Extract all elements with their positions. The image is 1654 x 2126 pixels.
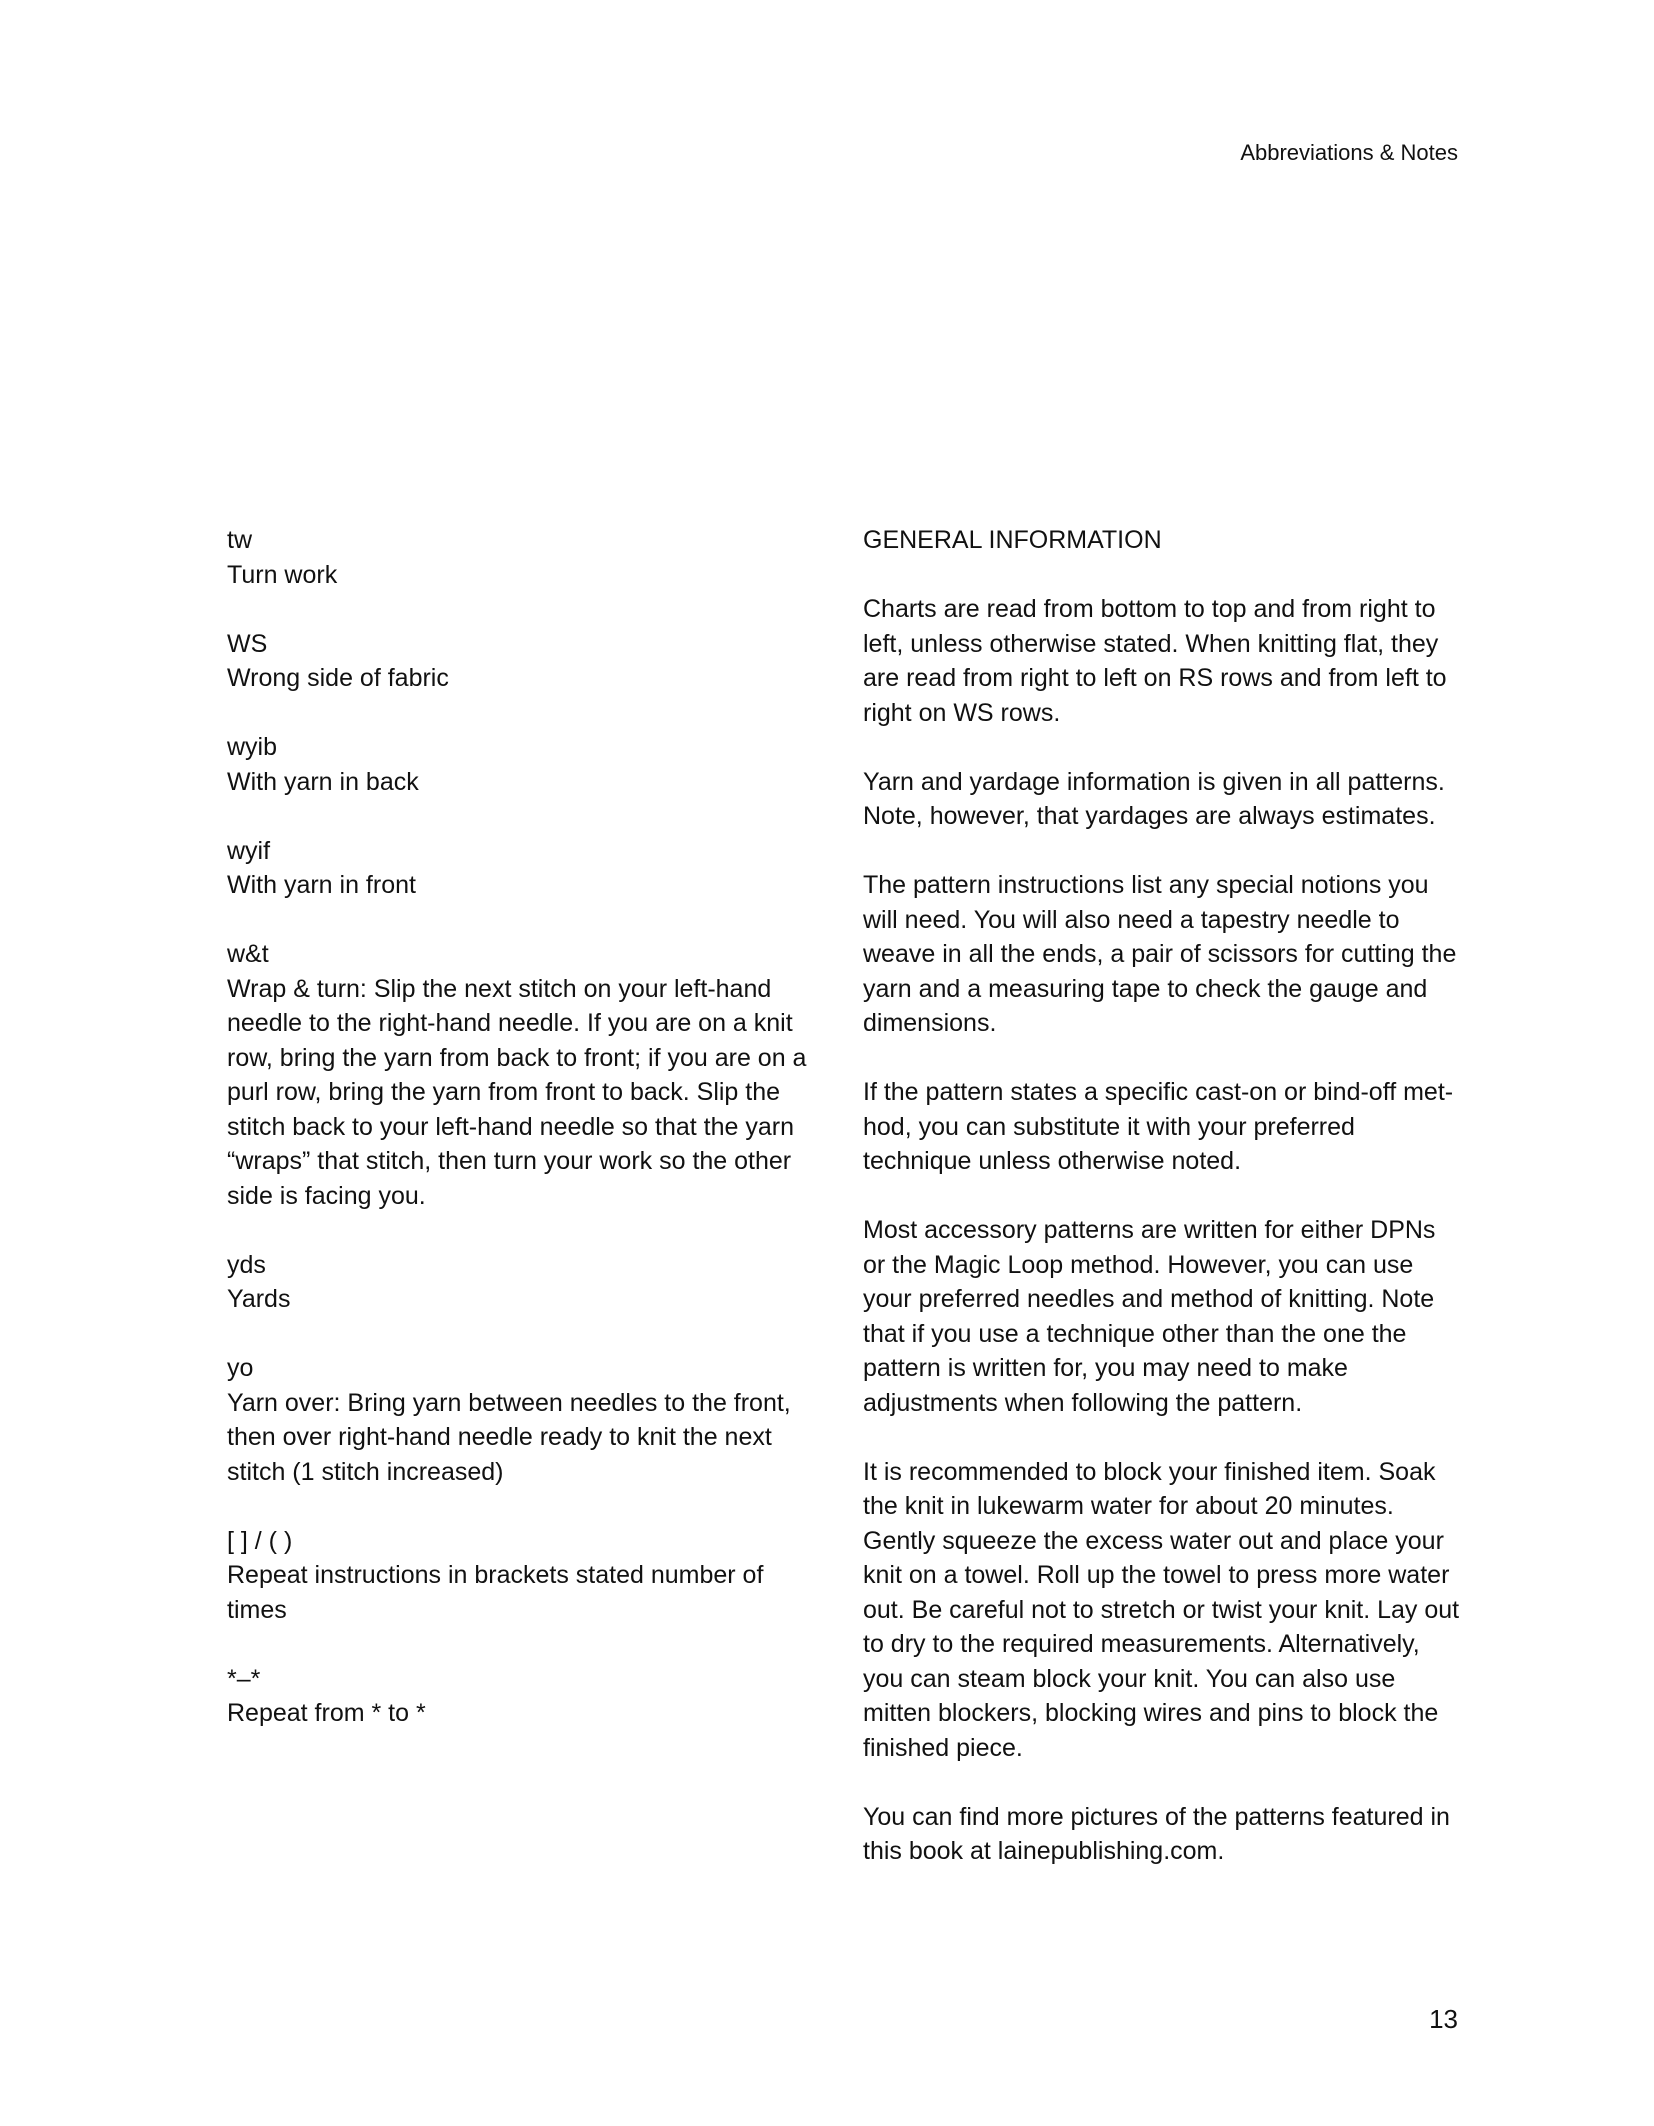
section-heading: GENERAL INFORMATION [863, 526, 1162, 554]
abbreviation-entry-brackets [227, 1524, 827, 1628]
abbreviation-definition: Yarn over: Bring yarn between needles to the front, then over right-hand needle ready to knit the next stitch (1 stitch increased) [227, 1388, 791, 1486]
paragraph-notions: The pattern instructions list any special notions you will need. You will also need a tapestry needle to weave in all the ends, a pair of scissors for cutting the yarn and a measuring tape to check the gauge and dimensions. [863, 871, 1457, 1037]
abbreviation-definition: Repeat instructions in brackets stated number of times [227, 1561, 764, 1624]
general-information-section [863, 523, 1463, 1903]
paragraph-yarn: Yarn and yardage information is given in all patterns. Note, however, that yardages are always estimates. [863, 767, 1445, 830]
abbreviation-definition: Wrong side of fabric [227, 664, 449, 692]
abbreviation-term: WS [227, 629, 268, 658]
abbreviation-entry-wyib [227, 730, 827, 799]
abbreviation-entry-wrap-and-turn [227, 937, 827, 1213]
abbreviation-entry-tw [227, 523, 827, 592]
abbreviation-definition: Wrap & turn: Slip the next stitch on your left-hand needle to the right-hand needle. If you are on a knit row, bring the yarn from back to front; if you are on a purl row, bring the yarn from front to back. Slip the stitch back to your left-hand needle so that the yarn “wraps” that stitch, then turn your work so the other side is facing you. [227, 974, 807, 1210]
paragraph-charts: Charts are read from bottom to top and from right to left, unless otherwise stated. When knitting flat, they are read from right to left on RS rows and from left to right on WS rows. [863, 595, 1447, 727]
abbreviation-term: yo [227, 1354, 254, 1382]
abbreviation-entry-yo [227, 1351, 827, 1489]
paragraph-blocking: It is recommended to block your finished item. Soak the knit in lukewarm water for about 20 minutes. Gently squeeze the excess water out and place your knit on a towel. Roll up the towel to press more water out. Be careful not to stretch or twist your knit. Lay out to dry to the required measurements. Alternatively, you can steam block your knit. You can also use mitten blockers, blocking wires and pins to block the finished piece. [863, 1457, 1460, 1762]
abbreviation-definition: Yards [227, 1285, 291, 1313]
abbreviation-entry-ws [227, 627, 827, 696]
abbreviation-definition: Repeat from * to * [227, 1699, 426, 1727]
paragraph-cast-on: If the pattern states a specific cast-on or bind-off met-hod, you can substitute it with your preferred technique unless otherwise noted. [863, 1078, 1454, 1175]
paragraph-more-pictures: You can find more pictures of the patterns featured in this book at lainepublishing.com. [863, 1802, 1450, 1865]
abbreviation-term: wyib [227, 733, 278, 761]
abbreviation-entry-repeat [227, 1662, 827, 1731]
running-header: Abbreviations & Notes [1240, 140, 1458, 165]
abbreviation-term: *–* [227, 1664, 261, 1693]
abbreviation-entry-wyif [227, 834, 827, 903]
abbreviation-term: yds [227, 1250, 266, 1279]
paragraph-needles: Most accessory patterns are written for either DPNs or the Magic Loop method. However, you can use your preferred needles and method of knitting. Note that if you use a technique other than the one the pattern is written for, you may need to make adjustments when following the pattern. [863, 1216, 1436, 1417]
abbreviation-entry-yds [227, 1248, 827, 1317]
abbreviations-list [227, 523, 827, 1765]
abbreviation-term: w&t [227, 940, 269, 968]
abbreviation-term: tw [227, 526, 252, 554]
abbreviation-definition: Turn work [227, 560, 338, 589]
page-number: 13 [1429, 2004, 1458, 2034]
abbreviation-term: [ ] / ( ) [227, 1526, 293, 1555]
abbreviation-term: wyif [227, 836, 271, 865]
abbreviation-definition: With yarn in back [227, 767, 419, 796]
abbreviation-definition: With yarn in front [227, 871, 416, 899]
